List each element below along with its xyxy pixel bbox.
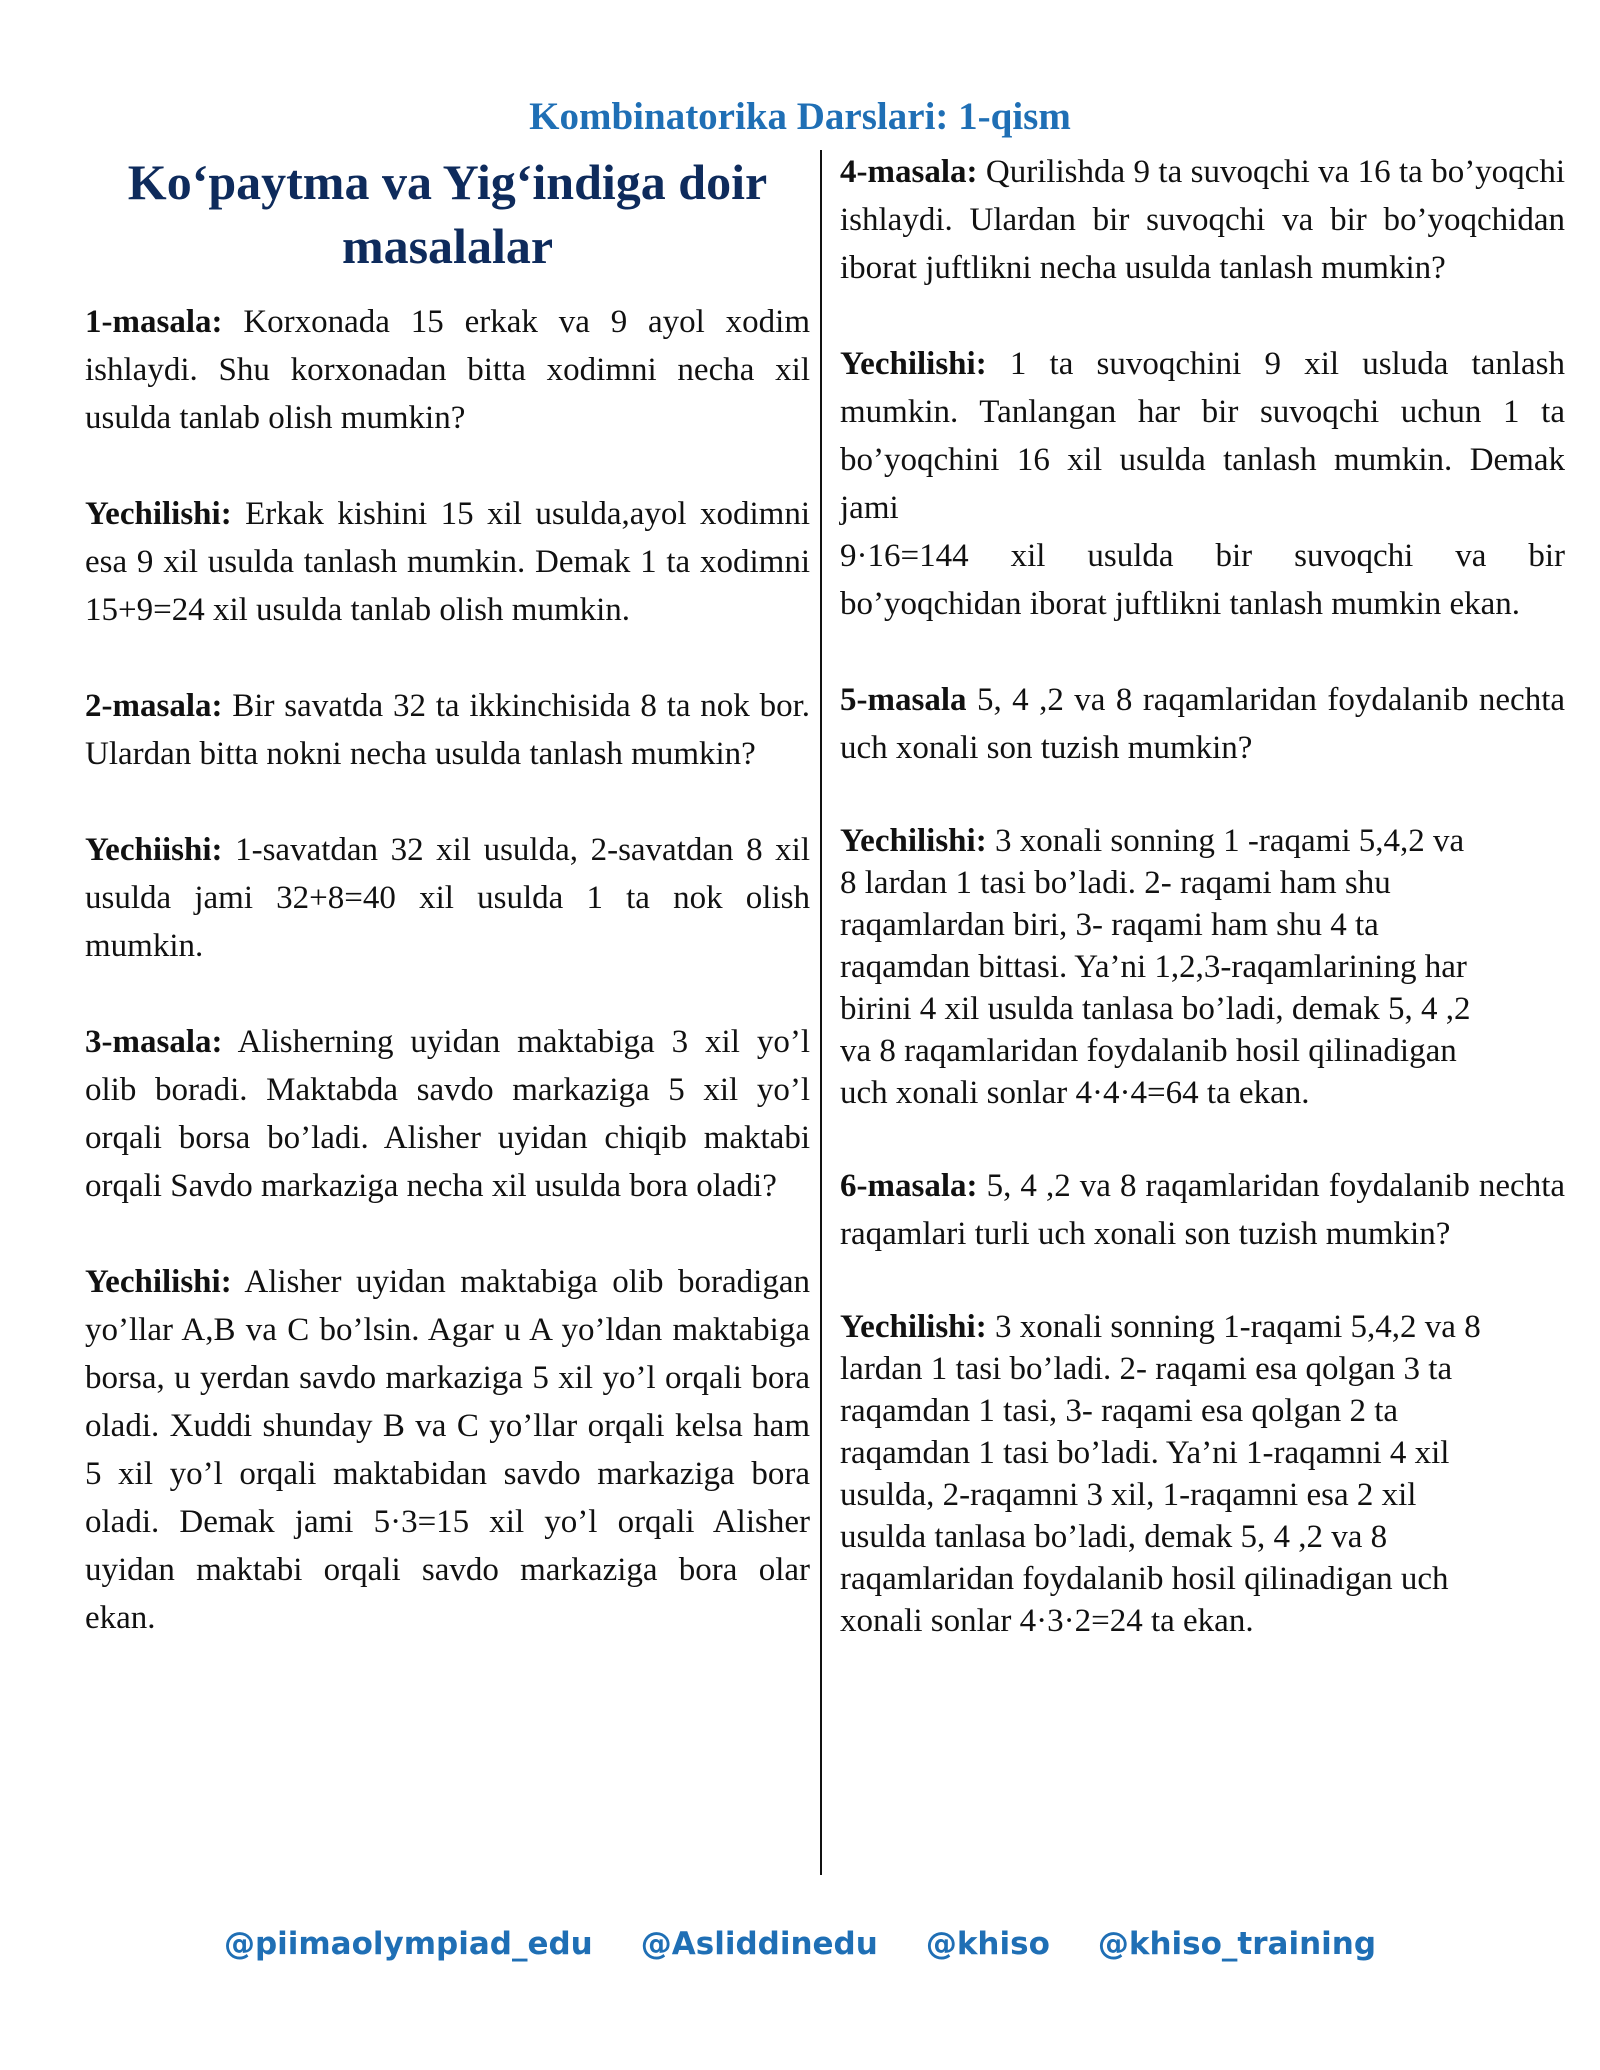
solution-4-formula: 9·16=144 xil usulda bir suvoqchi va bir	[840, 538, 1565, 574]
solution-5-line-3: raqamlardan biri, 3- raqami ham shu 4 ta	[840, 907, 1379, 943]
solution-6-line-3: raqamdan 1 tasi, 3- raqami esa qolgan 2 ta	[840, 1393, 1399, 1429]
problem-5-text: 5, 4 ,2 va 8 raqamlaridan foydalanib nechta uch xonali son tuzish mumkin?	[840, 682, 1566, 766]
solution-3-text: Alisher uyidan maktabiga olib boradigan yo’llar A,B va C bo’lsin. Agar u A yo’ldan maktabiga borsa, u yerdan savdo markaziga 5 xil yo’l orqali bora oladi. Xuddi shunday B va C yo’llar orqali kelsa ham 5 xil yo’l orqali maktabidan savdo markaziga bora oladi. Demak jami 5·3=15 xil yo’l orqali Alisher uyidan maktabi orqali savdo markaziga bora olar ekan.	[85, 1264, 810, 1636]
problem-6-text: 5, 4 ,2 va 8 raqamlaridan foydalanib nechta raqamlari turli uch xonali son tuzish mumkin?	[840, 1168, 1566, 1252]
solution-1-label: Yechilishi:	[85, 496, 232, 532]
footer-handle-khiso: @khiso	[925, 1926, 1050, 1962]
solution-3-label: Yechilishi:	[85, 1264, 232, 1300]
solution-6-line-2: lardan 1 tasi bo’ladi. 2- raqami esa qolgan 3 ta	[840, 1351, 1453, 1387]
problem-4	[840, 148, 1565, 292]
solution-4-label: Yechilishi:	[840, 346, 987, 382]
problem-2	[85, 682, 810, 778]
solution-3	[85, 1258, 810, 1642]
problem-1-text: Korxonada 15 erkak va 9 ayol xodim ishlaydi. Shu korxonadan bitta xodimni necha xil usulda tanlab olish mumkin?	[85, 304, 811, 436]
problem-1	[85, 298, 810, 442]
problem-4-text: Qurilishda 9 ta suvoqchi va 16 ta bo’yoqchi ishlaydi. Ulardan bir suvoqchi va bir bo’yoqchidan iborat juftlikni necha usulda tanlash mumkin?	[840, 154, 1565, 286]
solution-5-label: Yechilishi:	[840, 823, 987, 859]
solution-4-text: 1 ta suvoqchini 9 xil usluda tanlash mumkin. Tanlangan har bir suvoqchi uchun 1 ta bo’yoqchini 16 xil usulda tanlash mumkin. Demak jami	[840, 346, 1565, 526]
problem-6-label: 6-masala:	[840, 1168, 978, 1204]
problem-6	[840, 1162, 1565, 1258]
left-column	[85, 150, 810, 1690]
problem-3-text: Alisherning uyidan maktabiga 3 xil yo’l olib boradi. Maktabda savdo markaziga 5 xil yo’l orqali borsa bo’ladi. Alisher uyidan chiqib maktabi orqali Savdo markaziga necha xil usulda bora oladi?	[85, 1024, 810, 1204]
solution-5-line-5: birini 4 xil usulda tanlasa bo’ladi, demak 5, 4 ,2	[840, 991, 1471, 1027]
solution-5-line-2: 8 lardan 1 tasi bo’ladi. 2- raqami ham shu	[840, 865, 1391, 901]
solution-2	[85, 826, 810, 970]
footer-handle-piimaolympiad: @piimaolympiad_edu	[223, 1926, 593, 1962]
problem-3	[85, 1018, 810, 1210]
right-column	[840, 148, 1565, 1690]
problem-5	[840, 676, 1565, 772]
solution-6-line-1: Yechilishi: 3 xonali sonning 1-raqami 5,4,2 va 8	[840, 1309, 1481, 1345]
solution-5-line-4: raqamdan bittasi. Ya’ni 1,2,3-raqamlarining har	[840, 949, 1467, 985]
solution-2-label: Yechiishi:	[85, 832, 223, 868]
page-title: Ko‘paytma va Yig‘indiga doir masalalar	[127, 154, 768, 274]
problem-4-label: 4-masala:	[840, 154, 978, 190]
column-divider	[820, 150, 822, 1875]
solution-1-text: Erkak kishini 15 xil usulda,ayol xodimni esa 9 xil usulda tanlash mumkin. Demak 1 ta xodimni 15+9=24 xil usulda tanlab olish mumkin.	[85, 496, 810, 628]
solution-6-line-5: usulda, 2-raqamni 3 xil, 1-raqamni esa 2 xil	[840, 1477, 1417, 1513]
solution-5-line-7: uch xonali sonlar 4·4·4=64 ta ekan.	[840, 1075, 1310, 1111]
solution-5	[840, 820, 1565, 1114]
solution-6-line-6: usulda tanlasa bo’ladi, demak 5, 4 ,2 va 8	[840, 1519, 1388, 1555]
solution-4-tail: bo’yoqchidan iborat juftlikni tanlash mumkin ekan.	[840, 586, 1521, 622]
solution-4	[840, 340, 1565, 628]
footer-handle-khiso-training: @khiso_training	[1097, 1926, 1377, 1962]
problem-2-text: Bir savatda 32 ta ikkinchisida 8 ta nok bor. Ulardan bitta nokni necha usulda tanlash mumkin?	[85, 688, 810, 772]
solution-2-text: 1-savatdan 32 xil usulda, 2-savatdan 8 xil usulda jami 32+8=40 xil usulda 1 ta nok olish mumkin.	[85, 832, 810, 964]
problem-1-label: 1-masala:	[85, 304, 223, 340]
footer-handles	[0, 1926, 1600, 1962]
footer-handle-asliddinedu: @Asliddinedu	[640, 1926, 878, 1962]
problem-3-label: 3-masala:	[85, 1024, 223, 1060]
solution-5-line-1: Yechilishi: 3 xonali sonning 1 -raqami 5,4,2 va	[840, 823, 1465, 859]
solution-6-line-7: raqamlaridan foydalanib hosil qilinadigan uch	[840, 1561, 1449, 1597]
solution-6-label: Yechilishi:	[840, 1309, 987, 1345]
solution-1	[85, 490, 810, 634]
solution-5-line-6: va 8 raqamlaridan foydalanib hosil qilinadigan	[840, 1033, 1457, 1069]
problem-5-label: 5-masala	[840, 682, 967, 718]
solution-6-line-4: raqamdan 1 tasi bo’ladi. Ya’ni 1-raqamni 4 xil	[840, 1435, 1450, 1471]
solution-6-line-8: xonali sonlar 4·3·2=24 ta ekan.	[840, 1603, 1254, 1639]
problem-2-label: 2-masala:	[85, 688, 223, 724]
document-header-title: Kombinatorika Darslari: 1-qism	[529, 95, 1071, 138]
solution-6	[840, 1306, 1565, 1642]
